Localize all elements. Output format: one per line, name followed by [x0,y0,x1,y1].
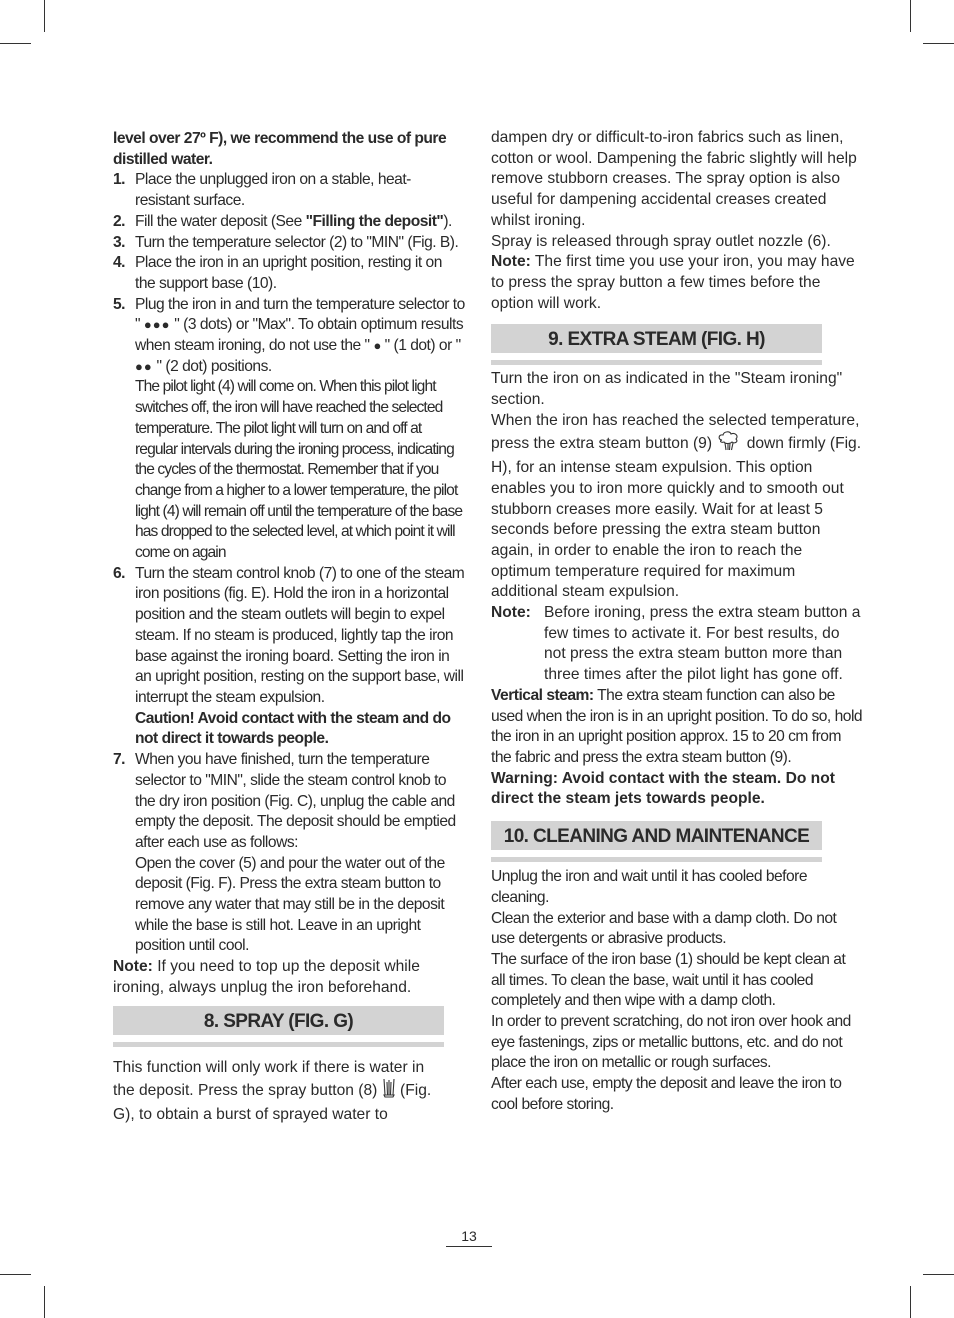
extra-steam-button-icon [716,431,742,458]
crop-mark [0,43,31,44]
vertical-steam-label: Vertical steam: [491,686,594,704]
three-dots-icon: ●●● [143,317,171,333]
section-cleaning [491,821,863,1115]
two-dots-icon: ●● [135,358,153,374]
crop-mark [44,1286,45,1318]
spray-outlet-text: Spray is released through spray outlet nozzle (6). [491,232,831,250]
item-number: 5. [113,295,126,313]
section-spray [113,1006,465,1126]
crop-mark [910,0,911,32]
spray-button-icon [382,1078,396,1105]
item-text: Turn the temperature selector (2) to "MIN" (Fig. B). [135,233,459,251]
empty-deposit-paragraph: Open the cover (5) and pour the water out of the deposit (Fig. F). Press the extra steam button to remove any water that may still be in the deposit while the base is still hot. Leave in an upright position until cool. [135,854,445,955]
cleaning-paragraph: Clean the exterior and base with a damp cloth. Do not use detergents or abrasive products. [491,909,837,948]
note-paragraph: Note: If you need to top up the deposit while ironing, always unplug the iron beforehand. [113,958,420,996]
note-label: Note: [491,604,531,622]
pilot-light-paragraph: The pilot light (4) will come on. When this pilot light switches off, the iron will have reached the selected temperature. The pilot light will turn on and off at regular intervals during the ironing process, indicating the cycles of the thermostat. Remember that if you change from a higher to a lower temperature, the pilot light (4) will remain off until the temperature of the base has dropped to the selected level, at which point it will come on again [135,378,463,562]
crop-mark [44,0,45,32]
list-item [113,212,465,233]
cleaning-paragraph: Unplug the iron and wait until it has cooled before cleaning. [491,868,808,906]
list-item [113,170,465,211]
left-column [113,129,465,1126]
item-number: 3. [113,233,126,251]
warning-text: Warning: Avoid contact with the steam. Do not direct the steam jets towards people. [491,769,835,808]
item-number: 6. [113,564,126,582]
vertical-steam-paragraph: Vertical steam: The extra steam function can also be used when the iron is in an upright position. To do so, hold the iron in an upright position approx. 15 to 20 cm from the fabric and press the extra steam button (9). [491,686,863,766]
item-text: Plug the iron in and turn the temperature selector to " ●●● " (3 dots) or "Max". To obtain optimum results when steam ironing, do not use the " ● " (1 dot) or " ●● " (2 dot) positions. The pilot light (4) will come on. When this pilot light switches off, the iron will have reached the selected temperature. The pilot light will turn on and off at regular intervals during the ironing process, indicating the cycles of the thermostat. Remember that if you change from a higher to a lower temperature, the pilot light (4) will remain off until the temperature of the base has dropped to the selected level, at which point it will come on again [135,295,465,564]
item-number: 1. [113,171,126,189]
list-item [113,295,465,564]
heading-rule [113,1042,444,1047]
list-item [113,253,465,294]
heading-rule [491,360,822,365]
crop-mark [910,1286,911,1318]
crop-mark [0,1274,31,1275]
steam-paragraph: Turn the iron on as indicated in the "Steam ironing" section. [491,370,843,409]
note-paragraph: Note: The first time you use your iron, you may have to press the spray button a few times before the option will work. [491,253,855,312]
item-text: Place the iron in an upright position, resting it on the support base (10). [135,254,442,292]
list-item [113,750,465,957]
item-text: Place the unplugged iron on a stable, heat-resistant surface. [135,171,411,210]
right-column [491,128,863,1116]
spray-continued: dampen dry or difficult-to-iron fabrics such as linen, cotton or wool. Dampening the fabric slightly will help remove stubborn creases. The spray option is also useful for dampening accidental creases created whilst ironing. [491,129,857,229]
cleaning-paragraph: After each use, empty the deposit and leave the iron to cool before storing. [491,1075,842,1113]
cleaning-paragraph: The surface of the iron base (1) should be kept clean at all times. To clean the base, wait until it has cooled completely and then wipe with a damp cloth. [491,950,846,1010]
section-heading: 9. EXTRA STEAM (FIG. H) [491,324,822,353]
intro-text: level over 27º F), we recommend the use of pure distilled water. [113,130,447,168]
section-extra-steam [491,324,863,810]
cleaning-text [491,867,863,1115]
caution-text: Caution! Avoid contact with the steam and do not direct it towards people. [135,709,451,748]
spray-paragraph: This function will only work if there is water in the deposit. Press the spray button (8) (Fig. G), to obtain a burst of sprayed water to [113,1058,432,1123]
cleaning-paragraph: In order to prevent scratching, do not iron over hook and eye fastenings, zips or metallic buttons, etc. and do not place the iron on metallic or rough surfaces. [491,1013,851,1072]
item-text: When you have finished, turn the temperature selector to "MIN", slide the steam control knob to the dry iron position (Fig. C), unplug the cable and empty the deposit. The deposit should be emptied after each use as follows: Open the cover (5) and pour the water out of the deposit (Fig. F). Press the extra steam button to remove any water that may still be in the deposit while the base is still hot. Leave in an upright position until cool. [135,750,465,957]
steam-paragraph: When the iron has reached the selected temperature, press the extra steam button (9) down firmly (Fig. H), for an intense steam expulsion. This option enables you to iron more quickly and to smooth out stubborn creases more easily. Wait for at least 5 seconds before pressing the extra steam button again, in order to enable the iron to reach the optimum temperature required for maximum additional steam expulsion. [491,411,862,601]
heading-rule [491,857,822,862]
page-number: 13 [446,1228,492,1247]
list-item [113,564,465,750]
crop-mark [923,1274,954,1275]
note-label: Note: [491,253,531,271]
one-dot-icon: ● [373,338,381,354]
section-heading: 8. SPRAY (FIG. G) [113,1006,444,1035]
item-text: Fill the water deposit (See "Filling the deposit"). [135,212,452,230]
cross-reference: "Filling the deposit" [305,212,444,230]
crop-mark [923,43,954,44]
list-item [113,233,465,254]
item-text: Turn the steam control knob (7) to one of the steam iron positions (fig. E). Hold the iron in a horizontal position and the steam outlets will begin to expel steam. If no steam is produced, lightly tap the iron base against the ironing board. Setting the iron in an upright position, resting on the support base, will interrupt the steam expulsion. Caution! Avoid contact with the steam and do not direct it towards people. [135,564,465,750]
note-block [491,603,863,686]
section-heading: 10. CLEANING AND MAINTENANCE [491,821,822,850]
item-number: 4. [113,254,126,272]
item-number: 7. [113,751,126,769]
note-label: Note: [113,958,153,976]
note-text: Before ironing, press the extra steam button a few times to activate it. For best results, do not press the extra steam button more than three times after the pilot light has gone off. [544,604,861,684]
item-number: 2. [113,212,126,230]
